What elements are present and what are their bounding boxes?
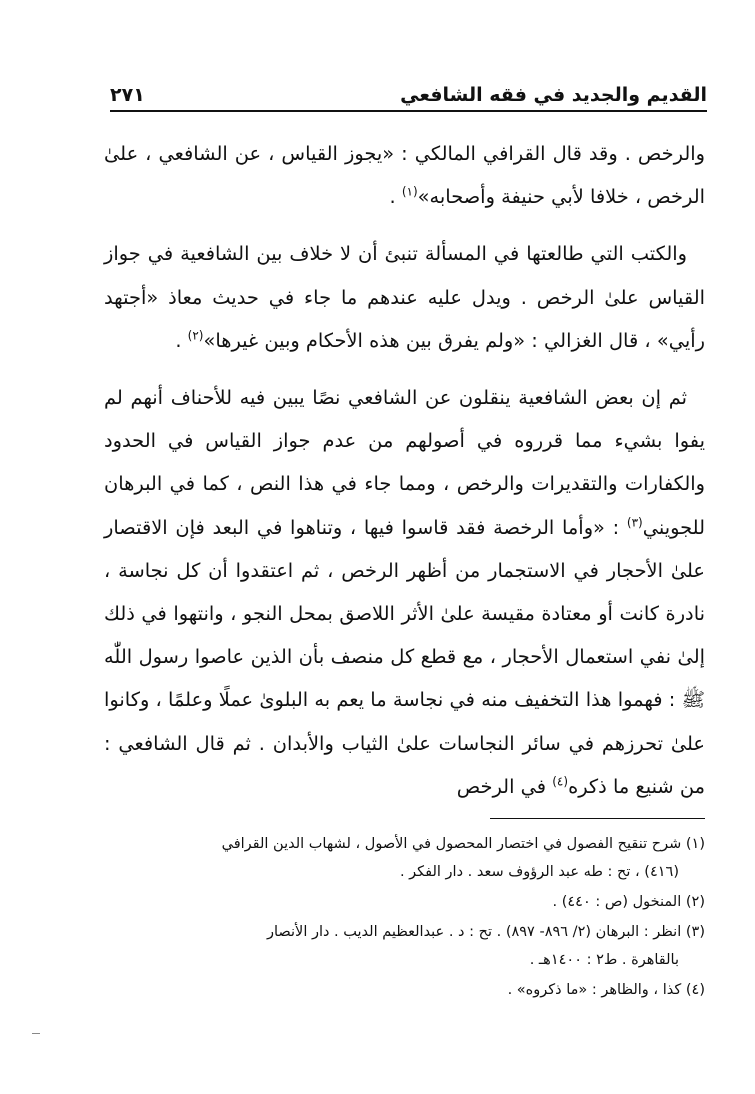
paragraph-2 bbox=[104, 232, 705, 362]
footnote-ref-1: (١) bbox=[401, 184, 418, 199]
footnote-text: شرح تنقيح الفصول في اختصار المحصول في الأصول ، لشهاب الدين القرافي bbox=[221, 836, 682, 852]
footnote-text-continued: (٤١٦) ، تح : طه عبد الرؤوف سعد . دار الفكر . bbox=[399, 864, 679, 880]
running-title: القديم والجديد في فقه الشافعي bbox=[400, 84, 707, 106]
footnote-separator bbox=[490, 818, 705, 819]
footnote-text: انظر : البرهان (٢/ ٨٩٦- ٨٩٧) . تح : د . عبدالعظيم الديب . دار الأنصار bbox=[267, 924, 682, 940]
paragraph-3 bbox=[104, 376, 705, 808]
paragraph-1 bbox=[104, 132, 705, 218]
margin-mark bbox=[32, 1033, 40, 1034]
footnotes bbox=[104, 830, 705, 1006]
running-header bbox=[110, 62, 707, 112]
page-number: ٢٧١ bbox=[110, 84, 145, 106]
paragraph-3-text-a: ثم إن بعض الشافعية ينقلون عن الشافعي نصًا يبين فيه للأحناف أنهم لم يفوا بشيء مما قرروه في أصولهم من عدم جواز القياس في الحدود والكفارات والتقديرات والرخص ، ومما جاء في هذا النص ، كما في البرهان للجويني bbox=[104, 386, 705, 539]
main-text bbox=[104, 132, 705, 822]
footnote-ref-3: (٣) bbox=[626, 515, 643, 530]
footnote-4 bbox=[104, 976, 705, 1004]
footnote-text: كذا ، والظاهر : «ما ذكروه» . bbox=[507, 982, 682, 998]
paragraph-3-text-c: في الرخص bbox=[456, 774, 553, 798]
footnote-1 bbox=[104, 830, 705, 886]
footnote-number: (٣) bbox=[685, 924, 705, 940]
footnote-ref-4: (٤) bbox=[552, 774, 569, 789]
footnote-text-continued: بالقاهرة . ط٢ : ١٤٠٠هـ . bbox=[529, 952, 679, 968]
paragraph-1-end: . bbox=[389, 185, 402, 209]
footnote-number: (٢) bbox=[685, 894, 705, 910]
paragraph-2-text: والكتب التي طالعتها في المسألة تنبئ أن لا خلاف بين الشافعية في جواز القياس علىٰ الرخص . ويدل عليه عندهم ما جاء في حديث معاذ «أجتهد رأيي» ، قال الغزالي : «ولم يفرق بين هذه الأحكام وبين غيرها» bbox=[104, 242, 705, 352]
paragraph-1-text: والرخص . وقد قال القرافي المالكي : «يجوز القياس ، عن الشافعي ، علىٰ الرخص ، خلافا لأبي حنيفة وأصحابه» bbox=[104, 142, 705, 209]
paragraph-2-end: . bbox=[175, 328, 188, 352]
footnote-text: المنخول (ص : ٤٤٠) . bbox=[552, 894, 682, 910]
footnote-2 bbox=[104, 888, 705, 916]
footnote-number: (١) bbox=[685, 836, 705, 852]
footnote-3 bbox=[104, 918, 705, 974]
paragraph-3-text-b: : «وأما الرخصة فقد قاسوا فيها ، وتناهوا في البعد فإن الاقتصار علىٰ الأحجار في الاستجمار من أظهر الرخص ، ثم اعتقدوا أن كل نجاسة ، نادرة كانت أو معتادة مقيسة علىٰ الأثر اللاصق بمحل النجو ، وانتهوا في ذلك إلىٰ نفي استعمال الأحجار ، مع قطع كل منصف بأن الذين عاصوا رسول اللّٰه ﷺ : فهموا هذا التخفيف منه في نجاسة ما يعم به البلوىٰ عملًا وعلمًا ، وكانوا علىٰ تحرزهم في سائر النجاسات علىٰ الثياب والأبدان . ثم قال الشافعي : من شنيع ما ذكره bbox=[104, 515, 705, 798]
footnote-ref-2: (٢) bbox=[187, 328, 204, 343]
footnote-number: (٤) bbox=[685, 982, 705, 998]
